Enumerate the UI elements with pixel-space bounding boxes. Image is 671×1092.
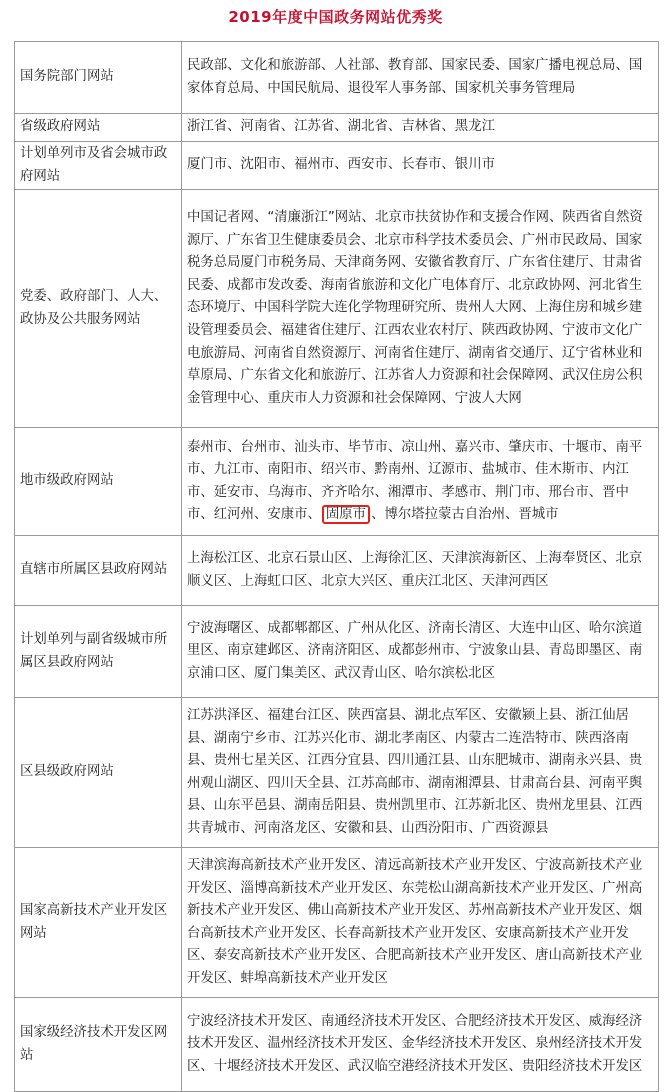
winners-cell: 厦门市、沈阳市、福州市、西安市、长春市、银川市 [182, 142, 659, 190]
category-cell: 直辖市所属区县政府网站 [15, 536, 182, 606]
table-row [15, 190, 659, 428]
winners-cell: 江苏洪泽区、福建台江区、陕西富县、湖北点军区、安徽颍上县、浙江仙居县、湖南宁乡市、江苏兴化市、湖北孝南区、内蒙古二连浩特市、陕西洛南县、贵州七星关区、江西分宜县、四川通江县、山东肥城市、湖南永兴县、贵州观山湖区、四川天全县、江苏高邮市、湖南湘潭县、甘肃高台县、河南平舆县、山东平邑县、湖南岳阳县、贵州凯里市、江苏新北区、贵州龙里县、江西共青城市、河南洛龙区、安徽和县、山西汾阳市、广西资源县 [182, 698, 659, 848]
winners-text: 泰州市、台州市、汕头市、毕节市、凉山州、嘉兴市、肇庆市、十堰市、南平市、九江市、南阳市、绍兴市、黔南州、辽源市、盐城市、佳木斯市、内江市、延安市、乌海市、齐齐哈尔、湘潭市、孝感市、荆门市、邢台市、晋中市、红河州、安康市、 [187, 439, 643, 523]
highlighted-winner: 固原市 [322, 505, 370, 524]
category-cell: 国家高新技术产业开发区网站 [15, 848, 182, 998]
category-cell: 省级政府网站 [15, 114, 182, 142]
winners-cell: 民政部、文化和旅游部、人社部、教育部、国家民委、国家广播电视总局、国家体育总局、中国民航局、退役军人事务部、国家机关事务管理局 [182, 42, 659, 114]
winners-cell: 宁波经济技术开发区、南通经济技术开发区、合肥经济技术开发区、威海经济技术开发区、温州经济技术开发区、金华经济技术开发区、泉州经济技术开发区、十堰经济技术开发区、武汉临空港经济技术开发区、贵阳经济技术开发区 [182, 998, 659, 1092]
table-row [15, 606, 659, 698]
table-row [15, 142, 659, 190]
winners-cell: 天津滨海高新技术产业开发区、清远高新技术产业开发区、宁波高新技术产业开发区、淄博高新技术产业开发区、东莞松山湖高新技术产业开发区、广州高新技术产业开发区、佛山高新技术产业开发区、苏州高新技术产业开发区、烟台高新技术产业开发区、长春高新技术产业开发区、安康高新技术产业开发区、泰安高新技术产业开发区、合肥高新技术产业开发区、唐山高新技术产业开发区、蚌埠高新技术产业开发区 [182, 848, 659, 998]
table-row [15, 536, 659, 606]
table-row [15, 42, 659, 114]
winners-cell: 上海松江区、北京石景山区、上海徐汇区、天津滨海新区、上海奉贤区、北京顺义区、上海虹口区、北京大兴区、重庆江北区、天津河西区 [182, 536, 659, 606]
table-row [15, 428, 659, 536]
category-cell: 计划单列与副省级城市所属区县政府网站 [15, 606, 182, 698]
category-cell: 党委、政府部门、人大、政协及公共服务网站 [15, 190, 182, 428]
category-cell: 地市级政府网站 [15, 428, 182, 536]
winners-cell: 浙江省、河南省、江苏省、湖北省、吉林省、黑龙江 [182, 114, 659, 142]
winners-cell: 宁波海曙区、成都郫都区、广州从化区、济南长清区、大连中山区、哈尔滨道里区、南京建邺区、济南济阳区、成都彭州市、宁波象山县、青岛即墨区、南京浦口区、厦门集美区、武汉青山区、哈尔滨松北区 [182, 606, 659, 698]
table-row [15, 998, 659, 1092]
winners-cell: 中国记者网、“清廉浙江”网站、北京市扶贫协作和支援合作网、陕西省自然资源厅、广东省卫生健康委员会、北京市科学技术委员会、广州市民政局、国家税务总局厦门市税务局、天津商务网、安徽省教育厅、广东省住建厅、甘肃省民委、成都市发改委、海南省旅游和文化广电体育厅、北京政协网、河北省生态环境厅、中国科学院大连化学物理研究所、贵州人大网、上海住房和城乡建设管理委员会、福建省住建厅、江西农业农村厅、陕西政协网、宁波市文化广电旅游局、河南省自然资源厅、河南省住建厅、湖南省交通厅、辽宁省林业和草原局、广东省文化和旅游厅、江苏省人力资源和社会保障网、武汉住房公积金管理中心、重庆市人力资源和社会保障网、宁波人大网 [182, 190, 659, 428]
category-cell: 国家级经济技术开发区网站 [15, 998, 182, 1092]
category-cell: 区县级政府网站 [15, 698, 182, 848]
winners-text: 、博尔塔拉蒙古自治州、晋城市 [371, 507, 559, 523]
table-row [15, 848, 659, 998]
table-row [15, 698, 659, 848]
winners-cell [182, 428, 659, 536]
page-title: 2019年度中国政务网站优秀奖 [228, 8, 443, 26]
table-row [15, 114, 659, 142]
category-cell: 国务院部门网站 [15, 42, 182, 114]
awards-table [14, 41, 659, 1092]
category-cell: 计划单列市及省会城市政府网站 [15, 142, 182, 190]
